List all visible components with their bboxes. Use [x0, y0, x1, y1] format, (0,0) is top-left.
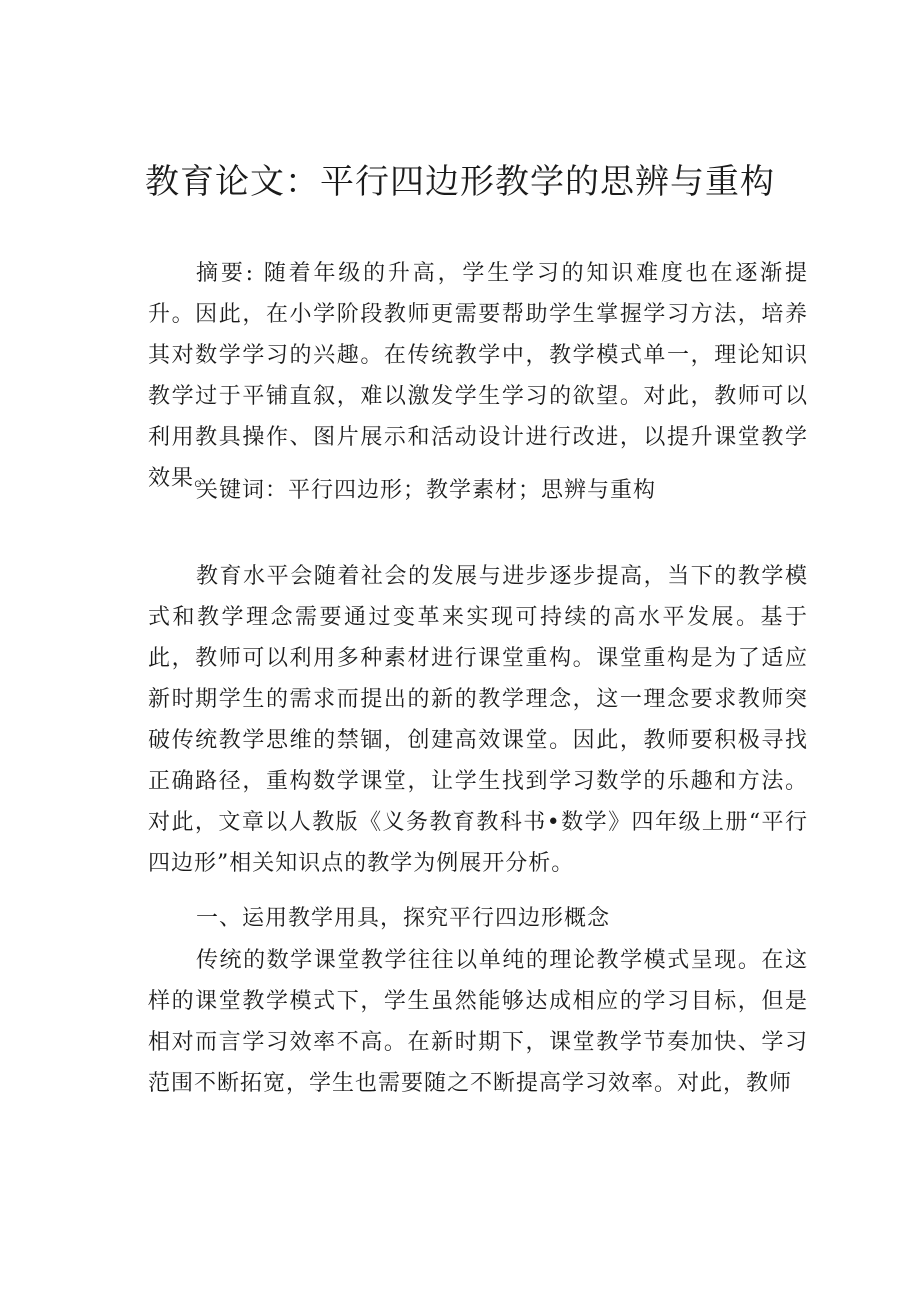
keywords-text: 平行四边形；教学素材；思辨与重构: [288, 478, 657, 503]
section-1-heading: 一、运用教学用具，探究平行四边形概念: [196, 906, 611, 931]
document-title: 教育论文：平行四边形教学的思辨与重构: [145, 162, 775, 202]
intro-paragraph: 教育水平会随着社会的发展与进步逐步提高，当下的教学模式和教学理念需要通过变革来实现可持续的高水平发展。基于此，教师可以利用多种素材进行课堂重构。课堂重构是为了适应新时期学生的需求而提出的新的教学理念，这一理念要求教师突破传统教学思维的禁锢，创建高效课堂。因此，教师要积极寻找正确路径，重构数学课堂，让学生找到学习数学的乐趣和方法。对此，文章以人教版《义务教育教科书•数学》四年级上册“平行四边形”相关知识点的教学为例展开分析。: [148, 564, 808, 876]
keywords-label: 关键词：: [196, 478, 289, 503]
abstract-text: 随着年级的升高，学生学习的知识难度也在逐渐提升。因此，在小学阶段教师更需要帮助学生掌握学习方法，培养其对数学学习的兴趣。在传统教学中，教学模式单一，理论知识教学过于平铺直叙，难以激发学生学习的欲望。对此，教师可以利用教具操作、图片展示和活动设计进行改进，以提升课堂教学效果。: [148, 261, 808, 491]
section-1-paragraph: 传统的数学课堂教学往往以单纯的理论教学模式呈现。在这样的课堂教学模式下，学生虽然能够达成相应的学习目标，但是相对而言学习效率不高。在新时期下，课堂教学节奏加快、学习范围不断拓宽，学生也需要随之不断提高学习效率。对此，教师: [148, 948, 808, 1096]
keywords-paragraph: [148, 470, 808, 511]
abstract-paragraph: [148, 253, 808, 499]
abstract-label: 摘要:: [196, 261, 255, 286]
